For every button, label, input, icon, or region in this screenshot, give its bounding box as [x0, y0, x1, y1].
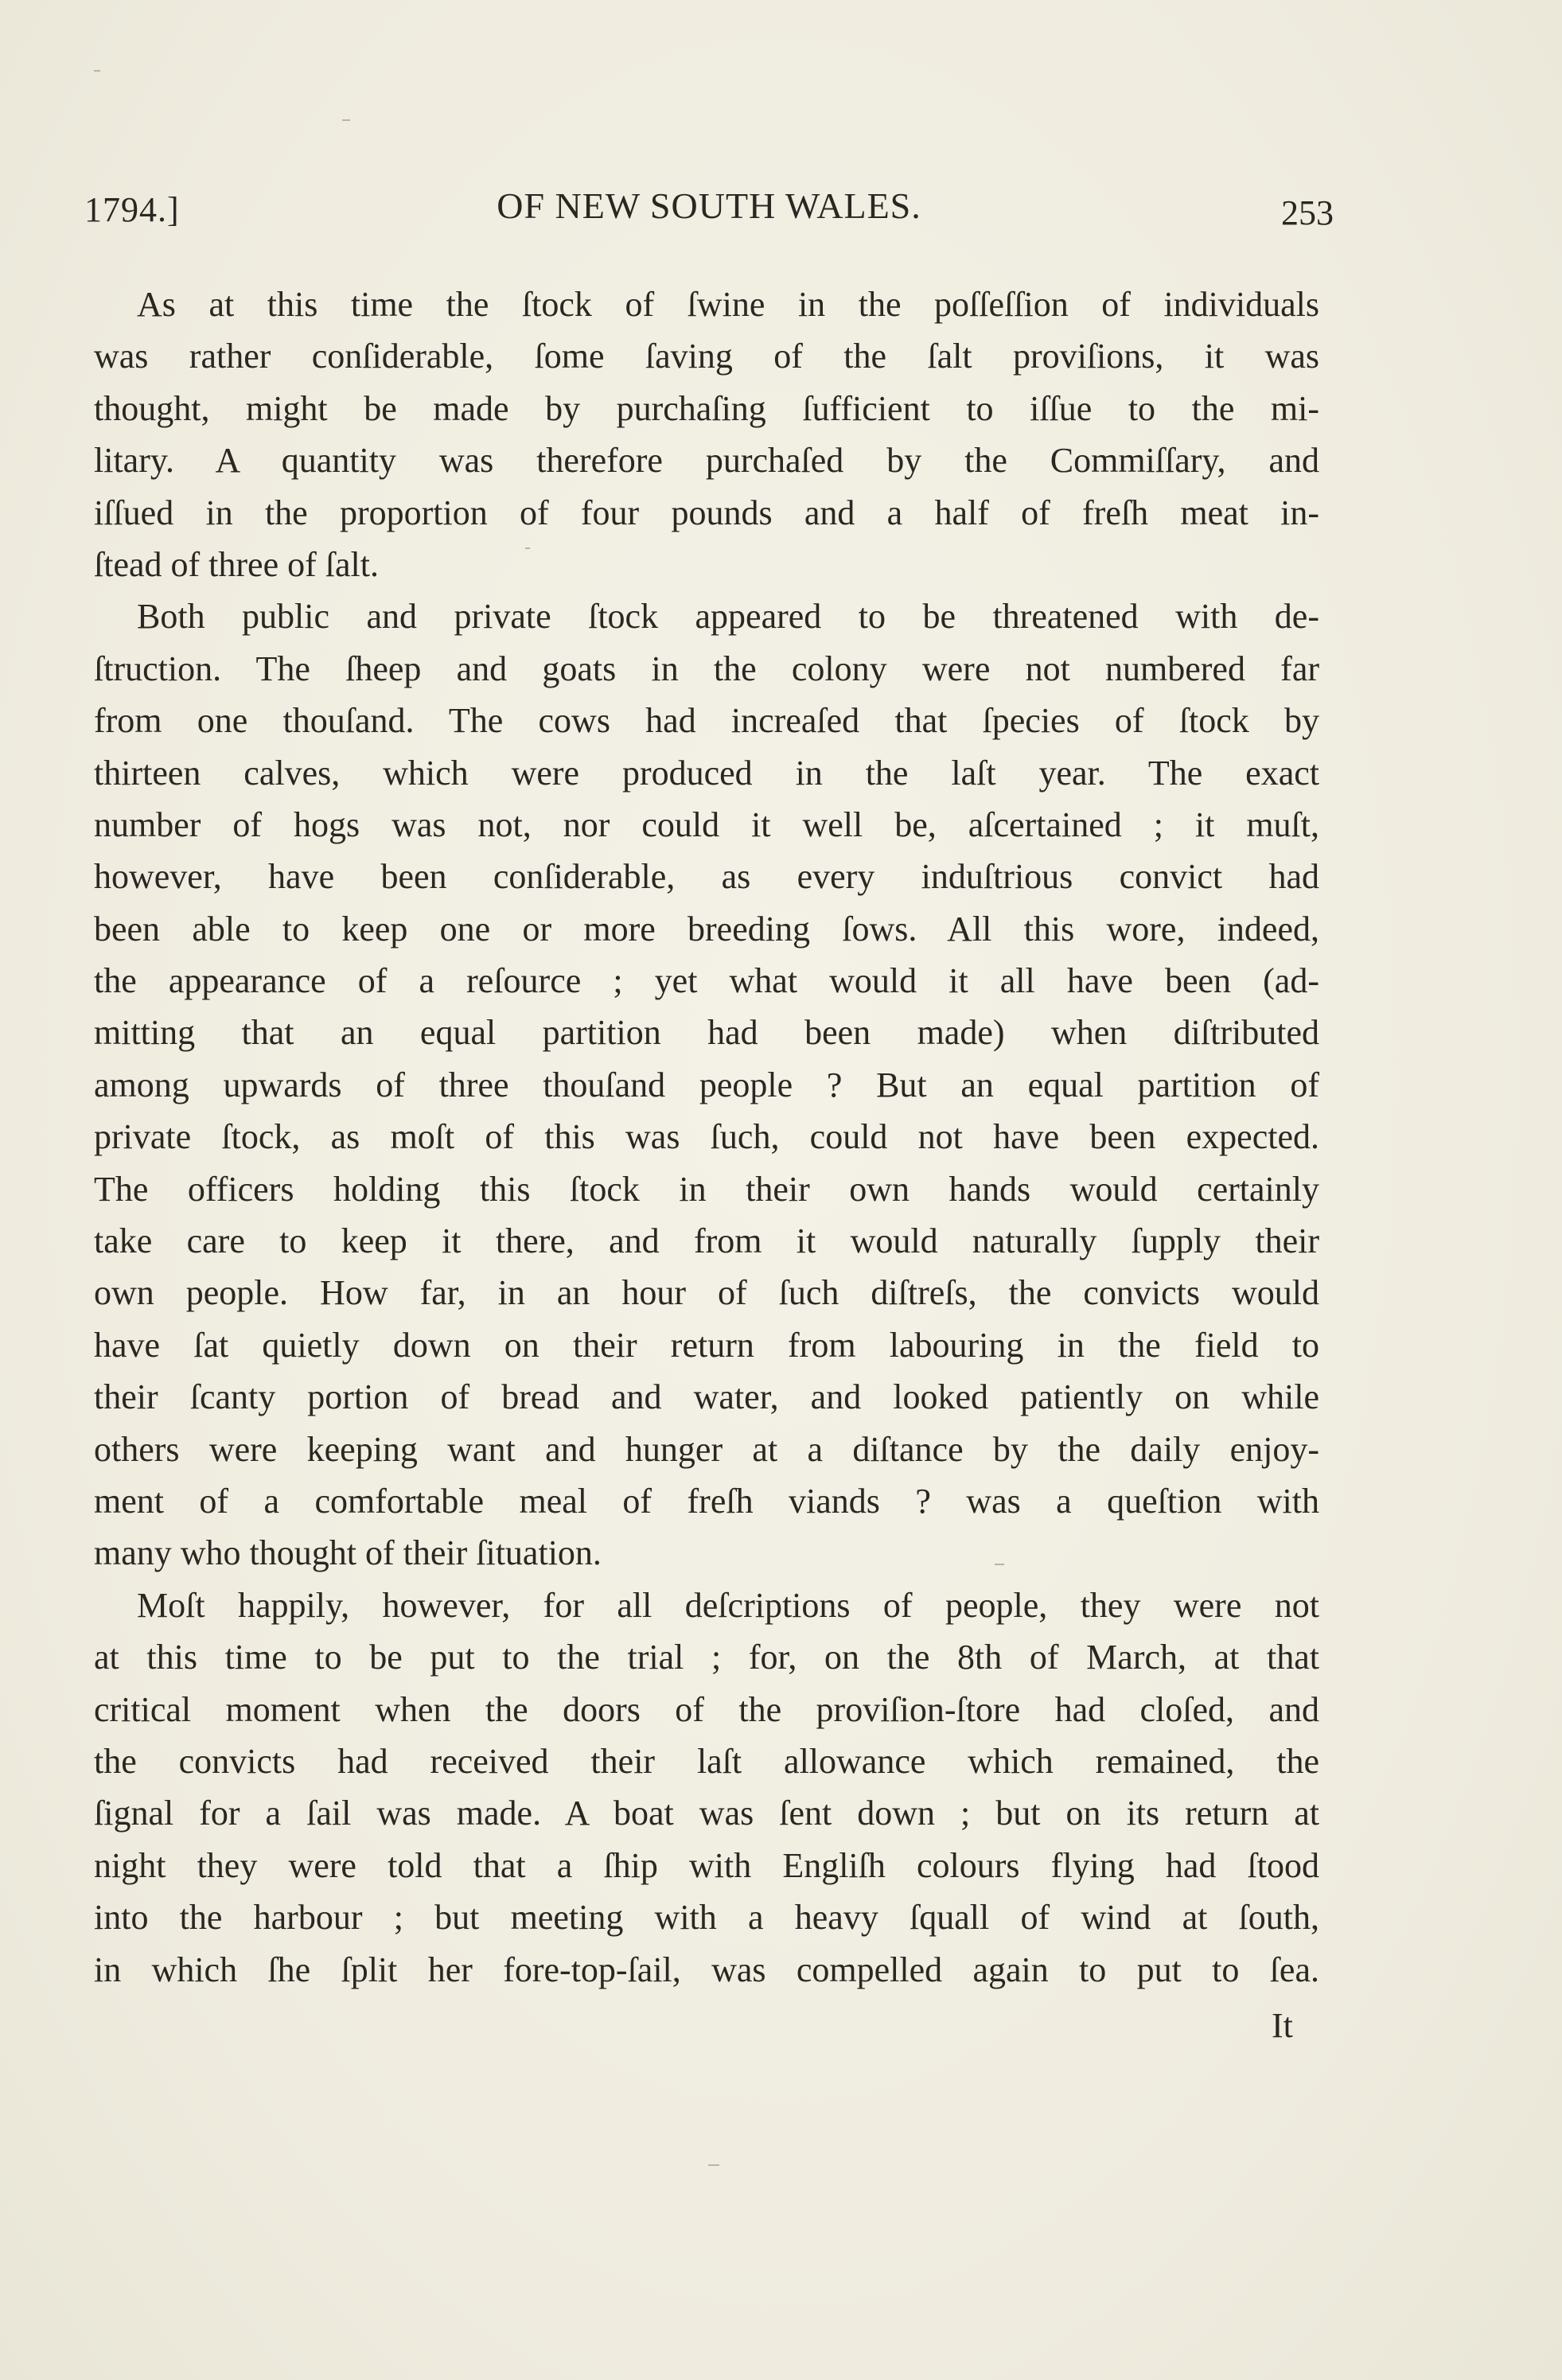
paper-speck	[995, 1564, 1004, 1565]
text-line: thirteen calves, which were produced in the laſt year. The exact	[94, 753, 1319, 793]
text-line: private ſtock, as moſt of this was ſuch, could not have been expected.	[94, 1117, 1319, 1157]
paper-speck	[525, 547, 530, 549]
running-head	[84, 185, 1334, 253]
catchword: It	[1272, 2006, 1293, 2045]
text-line: ſtead of three of ſalt.	[94, 544, 379, 584]
text-line: ſtruction. The ſheep and goats in the colony were not numbered far	[94, 649, 1319, 688]
page-number: 253	[1281, 193, 1334, 232]
text-line: the convicts had received their laſt allowance which remained, the	[94, 1741, 1319, 1781]
paper-speck	[708, 2164, 719, 2166]
text-line: among upwards of three thouſand people ? But an equal partition of	[94, 1065, 1319, 1104]
text-line: in which ſhe ſplit her fore-top-ſail, was compelled again to put to ſea.	[94, 1950, 1319, 1989]
text-line: ſignal for a ſail was made. A boat was ſent down ; but on its return at	[94, 1794, 1319, 1833]
text-line: litary. A quantity was therefore purchaſed by the Commiſſary, and	[94, 441, 1319, 481]
text-line: night they were told that a ſhip with Engliſh colours flying had ſtood	[94, 1845, 1319, 1885]
text-line: was rather conſiderable, ſome ſaving of the ſalt proviſions, it was	[94, 337, 1319, 376]
paper-speck	[342, 119, 350, 121]
text-line: others were keeping want and hunger at a diſtance by the daily enjoy-	[94, 1429, 1319, 1469]
text-line: however, have been conſiderable, as every induſtrious convict had	[94, 857, 1319, 897]
text-line: been able to keep one or more breeding ſows. All this wore, indeed,	[94, 909, 1319, 948]
running-head-year: 1794.]	[84, 190, 180, 229]
text-line: Moſt happily, however, for all deſcriptions of people, they were not	[137, 1585, 1319, 1625]
text-line: iſſued in the proportion of four pounds and a half of freſh meat in-	[94, 493, 1319, 532]
text-line: number of hogs was not, nor could it well be, aſcertained ; it muſt,	[94, 804, 1319, 844]
text-line: their ſcanty portion of bread and water, and looked patiently on while	[94, 1377, 1319, 1417]
text-line: ment of a comfortable meal of freſh viands ? was a queſtion with	[94, 1481, 1319, 1521]
paper-speck	[94, 70, 100, 72]
text-line: critical moment when the doors of the proviſion-ſtore had cloſed, and	[94, 1689, 1319, 1729]
text-line: at this time to be put to the trial ; for, on the 8th of March, at that	[94, 1638, 1319, 1677]
text-line: thought, might be made by purchaſing ſufficient to iſſue to the mi-	[94, 388, 1319, 428]
text-line: into the harbour ; but meeting with a heavy ſquall of wind at ſouth,	[94, 1898, 1319, 1938]
text-line: take care to keep it there, and from it would naturally ſupply their	[94, 1221, 1319, 1261]
text-line: Both public and private ſtock appeared to be threatened with de-	[137, 597, 1319, 637]
text-line: As at this time the ſtock of ſwine in the poſſeſſion of individuals	[137, 285, 1319, 324]
text-line: have ſat quietly down on their return from labouring in the field to	[94, 1325, 1319, 1365]
text-line: The officers holding this ſtock in their own hands would certainly	[94, 1169, 1319, 1209]
running-head-title: OF NEW SOUTH WALES.	[497, 185, 921, 226]
text-line: mitting that an equal partition had been made) when diſtributed	[94, 1013, 1319, 1053]
text-line: the appearance of a reſource ; yet what would it all have been (ad-	[94, 961, 1319, 1001]
text-line: own people. How far, in an hour of ſuch diſtreſs, the convicts would	[94, 1273, 1319, 1313]
body-text	[94, 279, 1319, 1996]
text-line: many who thought of their ſituation.	[94, 1533, 602, 1573]
text-line: from one thouſand. The cows had increaſed that ſpecies of ſtock by	[94, 701, 1319, 741]
